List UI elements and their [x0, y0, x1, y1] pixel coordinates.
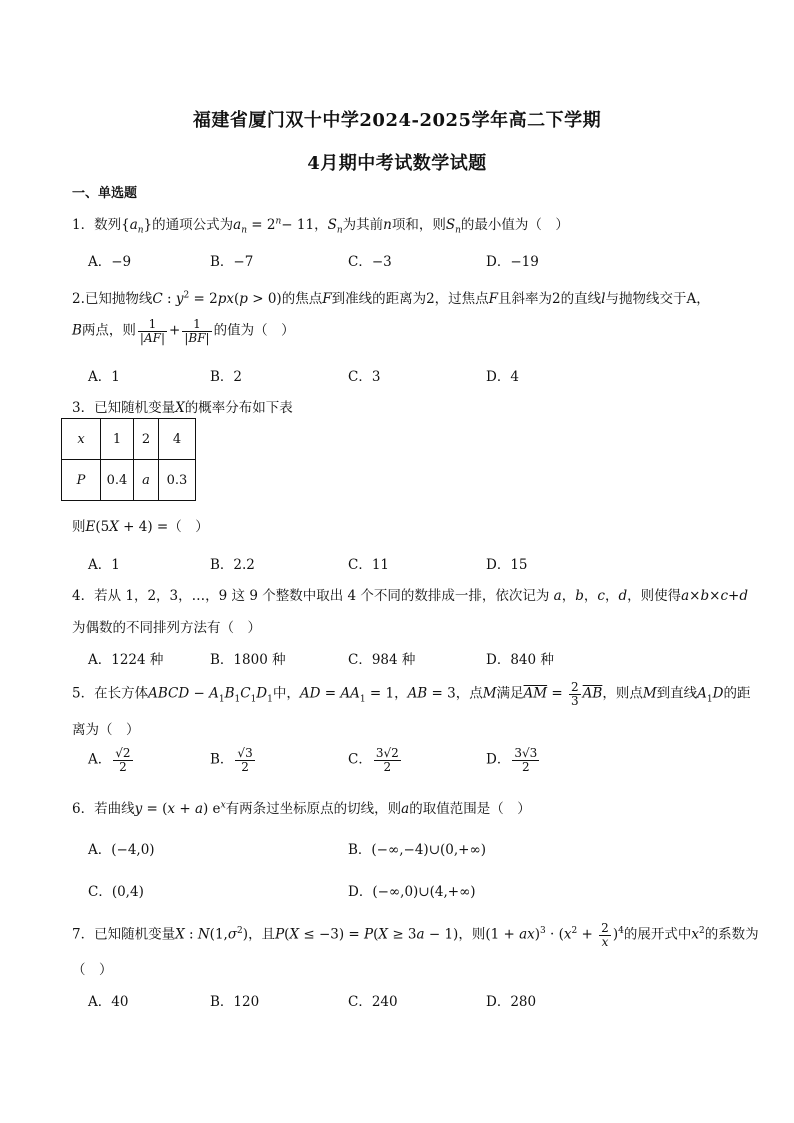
option-c: C．984 种 — [348, 652, 416, 668]
option-b: B．2 — [210, 369, 243, 385]
question-3: 3．已知随机变量X的概率分布如下表 — [72, 400, 293, 416]
question-5-line2: 离为（ ） — [72, 722, 140, 738]
fraction-1-over-af: $\frac{1}{|AF|}$ — [139, 317, 166, 345]
option-b: B．(−∞,−4)∪(0,+∞) — [348, 842, 486, 858]
option-d: D．(−∞,0)∪(4,+∞) — [348, 884, 476, 900]
option-a: A．−9 — [88, 254, 132, 270]
option-a: A．40 — [88, 994, 129, 1010]
option-c: C．240 — [348, 994, 398, 1010]
option-c: C．3 — [348, 369, 381, 385]
option-a: A．1 — [88, 557, 120, 573]
option-b: B． $\frac{√3}{2}$ — [210, 746, 253, 774]
option-c: C． $\frac{3√2}{2}$ — [348, 746, 399, 774]
option-c: C．11 — [348, 557, 390, 573]
probability-table — [61, 418, 196, 501]
option-d: D．4 — [486, 369, 519, 385]
option-a: A．1 — [88, 369, 120, 385]
question-2-line2: B两点，则 $\frac{1}{|AF|}$ + $\frac{1}{|BF|}$ 的值为（ ） — [72, 317, 295, 345]
option-a: A．(−4,0) — [88, 842, 155, 858]
table-row: P 0.4 a 0.3 — [62, 460, 196, 501]
question-7-line1: 7．已知随机变量X : $N(1,\sigma^2)$，且P(X ≤ −3) = P(X ≥ 3a − 1)，则$(1 + ax)^3 \cdot (x^2$ + $\frac{2}{x}$ )$^4$的展开式中$x^2$的系数为 — [72, 921, 759, 949]
option-d: D．840 种 — [486, 652, 554, 668]
option-b: B．1800 种 — [210, 652, 286, 668]
question-2-line1: 2.已知抛物线C : $y^2 = 2px(p > 0)$的焦点F到准线的距离为2，过焦点F且斜率为2的直线l与抛物线交于A， — [72, 290, 710, 307]
exam-title-line1: 福建省厦门双十中学2024-2025学年高二下学期 — [192, 110, 602, 131]
exam-title-line2: 4月期中考试数学试题 — [307, 153, 487, 174]
question-6: 6．若曲线y = (x + a) $e^x$有两条过坐标原点的切线，则a的取值范围是（ ） — [72, 800, 531, 817]
question-1: 1．数列$\{a_n\}$的通项公式为$a_n = 2^n- 11$，$S_n$为其前n项和，则$S_n$的最小值为（ ） — [72, 216, 569, 236]
option-a: A．1224 种 — [88, 652, 164, 668]
table-row: x 1 2 4 — [62, 419, 196, 460]
option-d: D．15 — [486, 557, 528, 573]
option-b: B．2.2 — [210, 557, 255, 573]
section-heading: 一、单选题 — [72, 186, 138, 201]
question-5-line1: 5．在长方体ABCD − $A_1B_1C_1D_1$中，AD = $AA_1 = 1$，AB = 3，点M满足$\overline{AM}$ = $\frac{2}{3}$ $\overline{AB}$，则点M到直线$A_1D$的距 — [72, 680, 751, 708]
option-c: C．(0,4) — [88, 884, 144, 900]
fraction-1-over-bf: $\frac{1}{|BF|}$ — [184, 317, 210, 345]
question-4-line1: 4．若从 1，2，3，…，9 这 9 个整数中取出 4 个不同的数排成一排，依次记为 a，b，c，d，则使得a×b×c+d — [72, 588, 748, 604]
option-d: D．−19 — [486, 254, 539, 270]
option-d: D． $\frac{3√3}{2}$ — [486, 746, 538, 774]
option-b: B．−7 — [210, 254, 254, 270]
question-4-line2: 为偶数的不同排列方法有（ ） — [72, 620, 261, 636]
question-3-ask: 则E(5X + 4) =（ ） — [72, 519, 209, 535]
option-d: D．280 — [486, 994, 537, 1010]
option-b: B．120 — [210, 994, 260, 1010]
option-c: C．−3 — [348, 254, 392, 270]
question-7-line2: （ ） — [72, 962, 113, 978]
option-a: A． $\frac{√2}{2}$ — [88, 746, 131, 774]
